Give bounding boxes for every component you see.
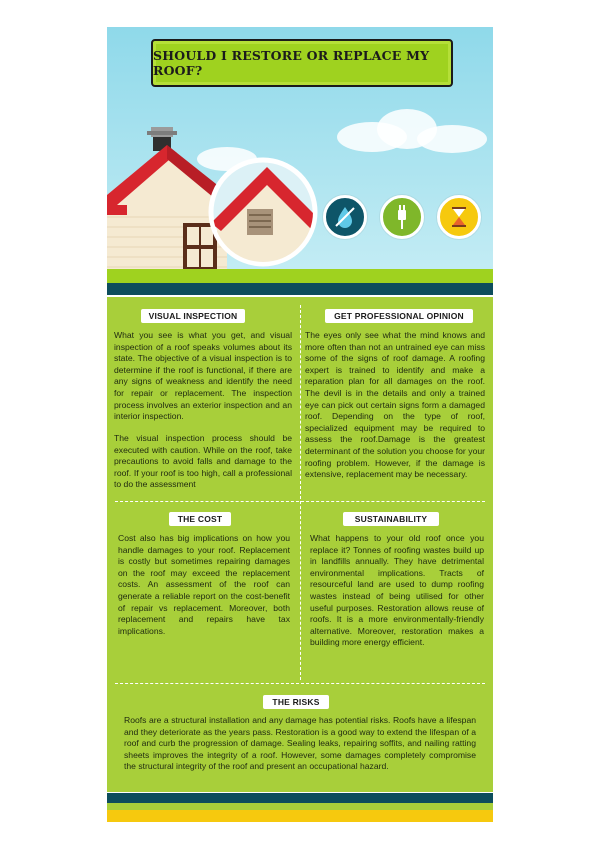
heading-sustainability: SUSTAINABILITY [343, 512, 439, 526]
heading-professional-opinion: GET PROFESSIONAL OPINION [325, 309, 473, 323]
footer-bar-yellow [107, 810, 493, 822]
ground-dark-strip [107, 283, 493, 295]
divider-horizontal [115, 501, 485, 502]
sustainability-text: What happens to your old roof once you replace it? Tonnes of roofing wastes build up in landfills annually. They have detrimental environmental implications. Tracts of resourceful land are used to dump roofing wastes instead of being utilised for other useful purposes. Restoration allows reuse of roofs. It is a more environmentally-friendly alternative. Moreover, restoration makes a building more energy efficient. [310, 533, 484, 648]
professional-opinion-text: The eyes only see what the mind knows and more often than not an untrained eye can miss some of the signs of roof damage. A roofing expert is trained to identify and make a reparation plan for all damages on the roof. The devil is in the details and only a trained eye can pick out certain signs form a damaged roof. Depending on the type of roof, specialized equipment may be required to assess the roof.Damage is the greatest determinant of the solution you choose for your roofing problem. However, if the damage is extensive, replacement may be necessary. [305, 330, 485, 480]
infographic [107, 27, 493, 822]
heading-the-risks: THE RISKS [263, 695, 329, 709]
hourglass-icon [437, 195, 481, 239]
hero-banner [107, 27, 493, 295]
the-cost-text: Cost also has big implications on how you handle damages to your roof. Replacement is costly but sometimes repairing damages on the roof may exceed the replacement costs. An assessment of the roof can generate a reliable report on the cost-benefit of repair vs replacement. Moreover, both replacement and repairs have tax implications. [118, 533, 290, 636]
footer-bar-green [107, 803, 493, 810]
house-illustration [107, 27, 493, 295]
the-risks-text: Roofs are a structural installation and any damage has potential risks. Roofs have a lifespan and they deteriorate as the years pass. Restoration is a good way to extend the lifespan of a roof and curb the progression of damage. Sealing leaks, repairing soffits, and nailing ratting sheets improves the integrity of a roof. However, some damages completely compromise the structural integrity of the roof and present an occupational hazard. [124, 715, 476, 772]
visual-inspection-text-2: The visual inspection process should be executed with caution. While on the roof, take precautions to avoid falls and damage to the roof. If your roof is too high, call a professional to do the assessment [114, 433, 292, 490]
footer-bar-teal [107, 793, 493, 803]
heading-visual-inspection: VISUAL INSPECTION [141, 309, 245, 323]
page-title: SHOULD I RESTORE OR REPLACE MY ROOF? [153, 48, 430, 78]
heading-the-cost: THE COST [169, 512, 231, 526]
divider-horizontal [115, 683, 485, 684]
power-plug-icon [380, 195, 424, 239]
water-drop-icon [323, 195, 367, 239]
content-area [107, 297, 493, 792]
visual-inspection-text: What you see is what you get, and visual inspection of a roof speaks volumes about its state. The objective of a visual inspection is to determine if the roof is functional, if there are any signs of weakness and identify the need for repair or replacement. The inspection process involves an exterior inspection and an interior inspection. [114, 330, 292, 422]
divider-vertical [300, 305, 301, 680]
